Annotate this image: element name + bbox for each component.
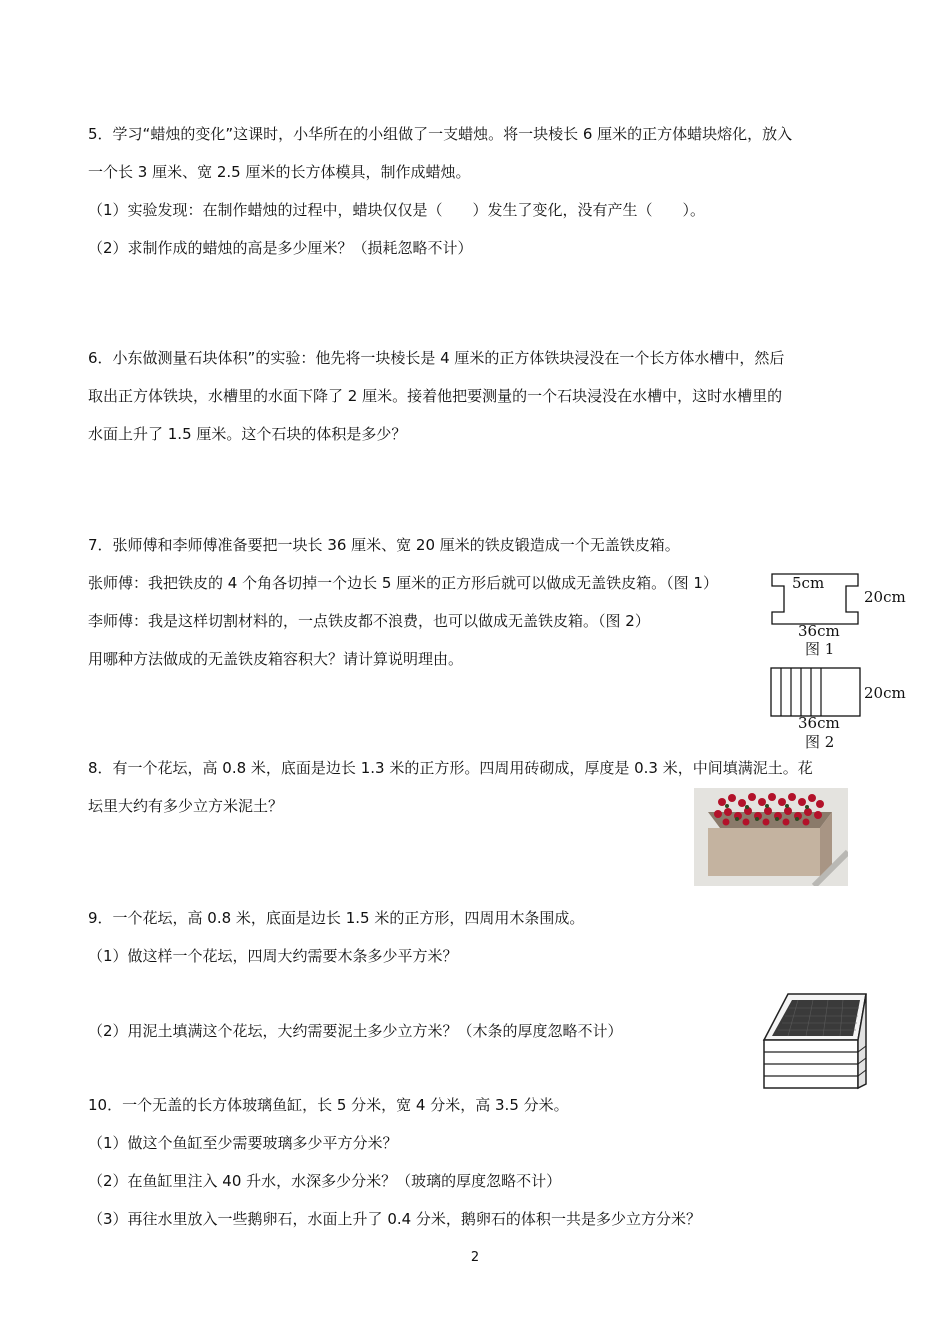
q6-line-3: 水面上升了 1.5 厘米。这个石块的体积是多少？ [88,425,407,443]
q7-line-2: 张师傅：我把铁皮的 4 个角各切掉一个边长 5 厘米的正方形后就可以做成无盖铁皮箱。（图 1） [88,574,718,592]
q5-line-2: 一个长 3 厘米、宽 2.5 厘米的长方体模具，制作成蜡烛。 [88,163,471,181]
fig1-corner-label: 5cm [792,574,825,592]
fig2-width-label: 20cm [864,684,906,702]
q9-part-1: （1）做这样一个花坛，四周大约需要木条多少平方米？ [88,947,458,965]
page-number: 2 [470,1250,480,1265]
q8-line-2: 坛里大约有多少立方米泥土？ [88,797,284,815]
q7-line-4: 用哪种方法做成的无盖铁皮箱容积大？请计算说明理由。 [88,650,464,668]
q6-line-2: 取出正方体铁块，水槽里的水面下降了 2 厘米。接着他把要测量的一个石块浸没在水槽中，这时水槽里的 [88,387,783,405]
q7-line-3: 李师傅：我是这样切割材料的，一点铁皮都不浪费，也可以做成无盖铁皮箱。（图 2） [88,612,650,630]
q9-line-1: 9．一个花坛，高 0.8 米，底面是边长 1.5 米的正方形，四周用木条围成。 [88,909,585,927]
q7-line-1: 7．张师傅和李师傅准备要把一块长 36 厘米、宽 20 厘米的铁皮锻造成一个无盖铁皮箱。 [88,536,680,554]
fig1-caption: 图 1 [805,640,835,658]
fig2-length-label: 36cm [798,714,840,732]
q8-line-1: 8．有一个花坛，高 0.8 米，底面是边长 1.3 米的正方形。四周用砖砌成，厚度是 0.3 米，中间填满泥土。花 [88,759,813,777]
q10-line-1: 10．一个无盖的长方体玻璃鱼缸，长 5 分米，宽 4 分米，高 3.5 分米。 [88,1096,569,1114]
figure-1-diagram [760,568,920,660]
fig2-caption: 图 2 [805,733,835,751]
flower-bed-photo [694,788,848,886]
q5-part-2: （2）求制作成的蜡烛的高是多少厘米？（损耗忽略不计） [88,239,473,257]
fig1-length-label: 36cm [798,622,840,640]
q10-part-2: （2）在鱼缸里注入 40 升水，水深多少分米？（玻璃的厚度忽略不计） [88,1172,562,1190]
figure-2-diagram [760,662,920,756]
wooden-planter-drawing [758,990,870,1092]
fig1-width-label: 20cm [864,588,906,606]
q10-part-1: （1）做这个鱼缸至少需要玻璃多少平方分米？ [88,1134,398,1152]
q5-line-1: 5．学习“蜡烛的变化”这课时，小华所在的小组做了一支蜡烛。将一块棱长 6 厘米的正方体蜡块熔化，放入 [88,125,793,143]
q9-part-2: （2）用泥土填满这个花坛，大约需要泥土多少立方米？（木条的厚度忽略不计） [88,1022,623,1040]
q5-part-1: （1）实验发现：在制作蜡烛的过程中，蜡块仅仅是（ ）发生了变化，没有产生（ ）。 [88,201,706,219]
q6-line-1: 6．小东做测量石块体积”的实验：他先将一块棱长是 4 厘米的正方体铁块浸没在一个长方体水槽中，然后 [88,349,785,367]
q10-part-3: （3）再往水里放入一些鹅卵石，水面上升了 0.4 分米，鹅卵石的体积一共是多少立方分米？ [88,1210,701,1228]
